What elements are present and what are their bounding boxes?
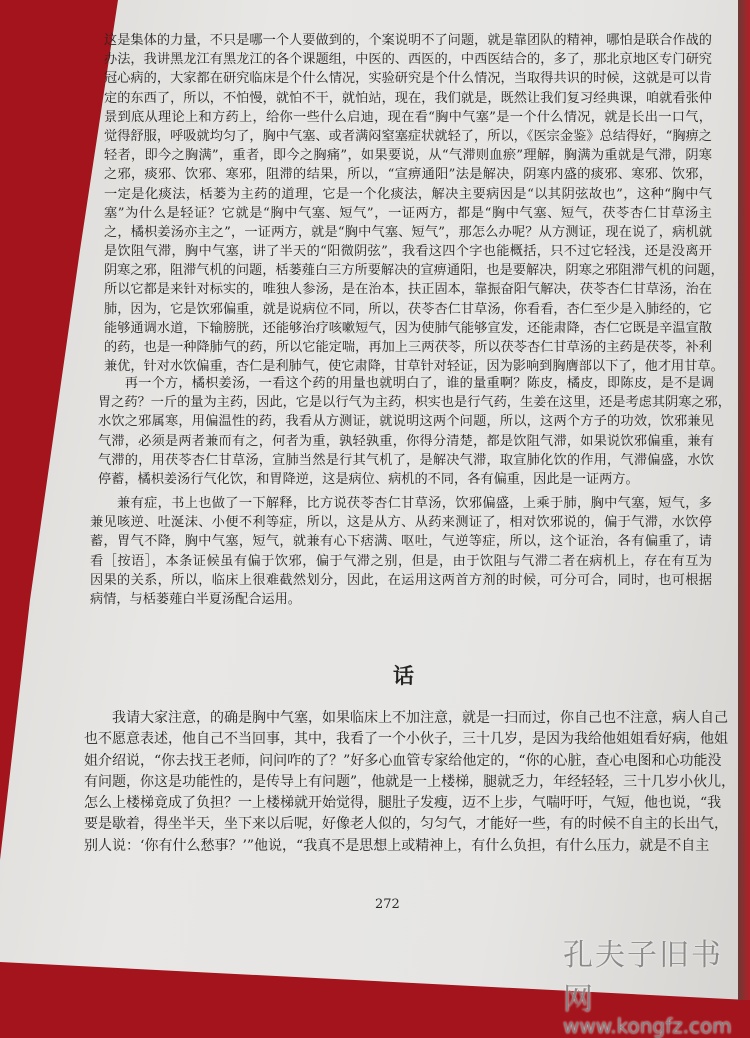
- paragraph-1: [104, 31, 724, 376]
- text-line: 水饮之邪属寒，用偏温性的药，我看从方测证，就说明这两个问题，所以，这两个方子的功效，饮邪兼见: [98, 414, 714, 430]
- text-line: 一定是化痰法，栝蒌为主药的道理，它是一个化痰法，解决主要病因是“以其阴弦故也”，这种“胸中气: [104, 186, 712, 202]
- text-line: 这是集体的力量，不只是哪一个人要做到的，个案说明不了问题，就是靠团队的精神，哪怕是联合作战的: [104, 33, 712, 48]
- text-line: 也不愿意表述，他自己不当回事，其中，我看了一个小伙子，三十几岁，是因为我给他姐姐看好病，他姐: [84, 731, 728, 748]
- text-line: 所以它都是来针对标实的，唯独人参汤，是在治本，扶正固本，靠振奋阳气解决，茯苓杏仁甘草汤，治在: [104, 282, 712, 298]
- text-line: 之邪，痰邪、饮邪、寒邪，阻滞的结果，所以，“宣痹通阳”法是解决，阴寒内盛的痰邪、寒邪、饮邪，: [104, 167, 712, 183]
- text-line: 别人说：‘你有什么愁事？’”他说，“我真不是思想上或精神上，有什么负担，有什么压力，就是不自主: [84, 837, 710, 854]
- text-line: 因果的关系，所以，临床上很难截然划分，因此，在运用这两首方剂的时候，可分可合，同时，也可根据: [90, 572, 712, 588]
- text-line: 办法，我讲黑龙江有黑龙江的各个课题组，中医的、西医的，中西医结合的，多了，那北京地区专门研究: [104, 52, 712, 68]
- text-line: 的药，也是一种降肺气的药，所以它能定喘，再加上三两茯苓，所以茯苓杏仁甘草汤的主药是茯苓，补利: [104, 340, 712, 355]
- text-line: 胃之药？一斤的量为主药，因此，它是以行气为主药，枳实也是行气药，生姜在这里，还是考虑其阴寒之邪，: [98, 395, 731, 411]
- page-number: 272: [375, 897, 400, 912]
- text-line: 兼优，针对水饮偏重，杏仁是利肺气，使它肃降，甘草针对轻证，因为影响到胸膺部以下了，他才用甘草。: [104, 359, 724, 375]
- text-line: 肺，因为，它是饮邪偏重，就是说病位不同，所以，茯苓杏仁甘草汤，你看看，杏仁至少是入肺经的，它: [104, 301, 712, 317]
- text-line: 定的东西了，所以，不怕慢，就怕不干，就怕站，现在，我们就是，既然让我们复习经典课，咱就看张仲: [104, 90, 712, 106]
- text-line: 觉得舒服，呼吸就均匀了，胸中气塞、或者满闷窒塞症状就轻了，所以，《医宗金鉴》总结得好，“胸痹之: [104, 128, 712, 144]
- text-line: 塞”为什么是轻证？它就是“胸中气塞、短气”，一证两方，都是“胸中气塞、短气，茯苓杏仁甘草汤主: [104, 205, 712, 221]
- text-line: 冠心病的，大家都在研究临床是个什么情况，实验研究是个什么情况，当取得共识的时候，这就是可以肯: [104, 71, 712, 87]
- text-line: 兼见咳逆、吐涎沫、小便不利等症，所以，这是从方、从药来测证了，相对饮邪说的，偏于气滞，水饮停: [90, 515, 712, 531]
- text-line: 是饮阻气滞，胸中气塞，讲了半天的“阳微阴弦”，我看这四个字也能概括，只不过它轻浅，还是没离开: [104, 244, 712, 260]
- text-line: 之，橘枳姜汤亦主之”，一证两方，就是“胸中气塞、短气”，那怎么办呢？从方测证，现在说了，病机就: [104, 224, 712, 240]
- text-line: 我请大家注意，的确是胸中气塞，如果临床上不加注意，就是一扫而过，你自己也不注意，病人自己: [84, 710, 728, 726]
- text-line: 气滞，必须是两者兼而有之，何者为重，孰轻孰重，你得分清楚，都是饮阻气滞，如果说饮邪偏重，兼有: [98, 433, 714, 449]
- paragraph-3: [90, 494, 712, 609]
- text-line: 要是歇着，得坐半天，坐下来以后呢，好像老人似的，匀匀气，才能好一些，有的时候不自主的长出气，: [84, 816, 728, 833]
- text-line: 蓄，胃气不降，胸中气塞，短气，就兼有心下痞满、呕吐，气逆等症，所以，这个证治，各有偏重了，请: [90, 534, 712, 550]
- watermark-name: 孔夫子旧书网: [563, 938, 723, 1017]
- paragraph-2: [98, 374, 731, 489]
- text-line: 看［按语］，本条证候虽有偏于饮邪，偏于气滞之别，但是，由于饮阻与气滞二者在病机上，存在有互为: [90, 553, 712, 569]
- text-line: 病情，与栝蒌薤白半夏汤配合运用。: [90, 591, 301, 607]
- text-line: 姐介绍说，“你去找王老师，问问咋的了？”好多心血管专家给他定的，“你的心脏，查心电图和心功能没: [84, 752, 722, 769]
- text-line: 阴寒之邪，阻滞气机的问题，栝蒌薤白三方所要解决的宣痹通阳，也是要解决，阴寒之邪阻滞气机的问题，: [104, 263, 724, 279]
- text-line: 有问题，你这是功能性的，是传导上有问题”，他就是一上楼梯，腿就乏力，年经轻轻，三十几岁小伙儿，: [84, 773, 736, 790]
- text-line: 怎么上楼梯竟成了负担？一上楼梯就开始觉得，腿肚子发瘦，迈不上步，气喘吁吁，气短，他也说，“我: [84, 795, 722, 812]
- text-line: 再一个方，橘枳姜汤，一看这个药的用量也就明白了，谁的量重啊？陈皮，橘皮，即陈皮，是不是调: [98, 376, 714, 391]
- watermark: [563, 930, 750, 1038]
- text-line: 气滞的，用茯苓杏仁甘草汤，宣肺当然是行其气机了，是解决气滞，取宣肺化饮的作用，气滞偏盛，水饮: [98, 452, 714, 468]
- section-heading: 话: [393, 663, 414, 688]
- page-edge-shadow: [738, 0, 750, 1000]
- paragraph-4: [84, 708, 736, 857]
- text-line: 轻者，即今之胸满”，重者，即今之胸痛”，如果要说，从“气滞则血瘀”理解，胸满为重就是气滞，阴寒: [104, 148, 712, 164]
- text-line: 兼有症，书上也做了一下解释，比方说茯苓杏仁甘草汤，饮邪偏盛，上乘于肺，胸中气塞，短气，多: [90, 496, 712, 511]
- text-line: 景到底从理论上和方药上，给你一些什么启迪，现在看“胸中气塞”是一个什么情况，就是长出一口气，: [104, 109, 712, 125]
- text-line: 能够通调水道，下输膀胱，还能够治疗咳嗽短气，因为使肺气能够宣发，还能肃降，杏仁它既是辛温宣散: [104, 320, 712, 336]
- watermark-url: www.kongfz.com: [563, 1014, 732, 1038]
- text-line: 停蓄，橘枳姜汤行气化饮，和胃降逆，这是病位、病机的不同，各有偏重，因此是一证两方。: [98, 471, 639, 487]
